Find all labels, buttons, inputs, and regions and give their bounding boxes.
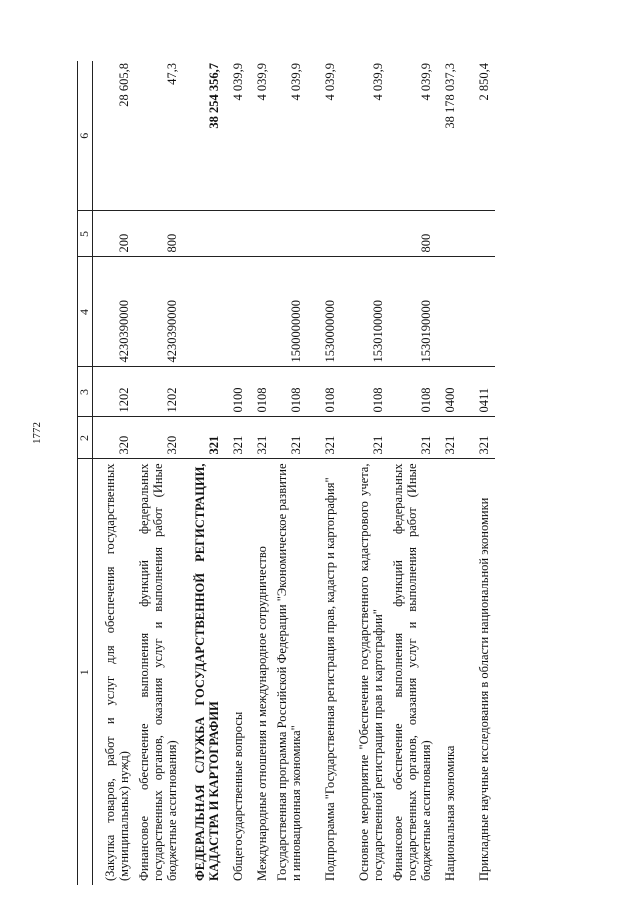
row-col-6: 4 039,9: [307, 61, 341, 211]
table-row: [437, 61, 461, 885]
row-col-2: 321: [183, 417, 225, 459]
row-col-2: 320: [135, 417, 183, 459]
row-col-4: [183, 257, 225, 367]
row-col-4: [249, 257, 273, 367]
row-col-2: 321: [389, 417, 437, 459]
row-name: Национальная экономика: [443, 745, 458, 881]
row-col-3: 0108: [307, 367, 341, 417]
page-number: 1772: [31, 422, 43, 444]
table-row: [249, 61, 273, 885]
row-col-2: 321: [341, 417, 389, 459]
row-col-4: 1530000000: [307, 257, 341, 367]
budget-table-sheet: [77, 61, 557, 885]
row-col-3: 1202: [135, 367, 183, 417]
row-col-6: 4 039,9: [341, 61, 389, 211]
row-name: (Закупка товаров, работ и услуг для обеспечения государственных (муниципальных) нужд): [103, 463, 132, 881]
row-col-3: 0108: [341, 367, 389, 417]
row-col-4: 4230390000: [135, 257, 183, 367]
row-col-2: 321: [249, 417, 273, 459]
row-col-4: 1530100000: [341, 257, 389, 367]
row-col-3: 1202: [93, 367, 135, 417]
table-row: [225, 61, 249, 885]
budget-table: [77, 61, 495, 885]
row-col-2: 321: [461, 417, 495, 459]
row-col-3: 0411: [461, 367, 495, 417]
row-name: Международные отношения и международное сотрудничество: [255, 546, 270, 881]
row-col-5: [225, 211, 249, 257]
row-col-6: 4 039,9: [389, 61, 437, 211]
header-col-2: 2: [78, 417, 93, 459]
header-col-5: 5: [78, 211, 93, 257]
row-name: Прикладные научные исследования в области национальной экономики: [477, 497, 492, 881]
table-row: [307, 61, 341, 885]
table-row: [341, 61, 389, 885]
row-col-4: [437, 257, 461, 367]
row-name: Государственная программа Российской Федерации "Экономическое развитие и инновационная экономика": [275, 463, 304, 881]
table-row: [389, 61, 437, 885]
row-col-2: 321: [225, 417, 249, 459]
row-col-6: 47,3: [135, 61, 183, 211]
row-col-2: 321: [273, 417, 307, 459]
row-col-5: 800: [389, 211, 437, 257]
row-col-5: [341, 211, 389, 257]
table-row: [93, 61, 135, 885]
row-col-5: [183, 211, 225, 257]
row-col-6: 4 039,9: [225, 61, 249, 211]
row-name: Финансовое обеспечение выполнения функций федеральных государственных органов, оказания услуг и выполнения работ (Иные бюджетные ассигнования): [136, 463, 180, 881]
table-row: [273, 61, 307, 885]
row-col-5: [307, 211, 341, 257]
header-col-4: 4: [78, 257, 93, 367]
row-name: Основное мероприятие "Обеспечение государственного кадастрового учета, государственной регистрации прав и картографии": [357, 463, 386, 881]
row-col-3: 0100: [225, 367, 249, 417]
row-col-6: 38 178 037,3: [437, 61, 461, 211]
row-col-3: 0400: [437, 367, 461, 417]
row-col-4: 1530190000: [389, 257, 437, 367]
row-col-6: 4 039,9: [273, 61, 307, 211]
row-name: Подпрограмма "Государственная регистрация прав, кадастр и картография": [323, 477, 338, 881]
table-row: [183, 61, 225, 885]
header-col-1: 1: [78, 459, 93, 885]
header-col-6: 6: [78, 61, 93, 211]
row-col-4: [461, 257, 495, 367]
row-col-5: [273, 211, 307, 257]
row-col-5: [437, 211, 461, 257]
row-col-3: 0108: [273, 367, 307, 417]
row-col-5: [249, 211, 273, 257]
row-col-2: 321: [307, 417, 341, 459]
row-col-6: 28 605,8: [93, 61, 135, 211]
row-col-3: [183, 367, 225, 417]
table-row: [461, 61, 495, 885]
row-name: ФЕДЕРАЛЬНАЯ СЛУЖБА ГОСУДАРСТВЕННОЙ РЕГИСТРАЦИИ, КАДАСТРА И КАРТОГРАФИИ: [193, 463, 222, 881]
header-row: [78, 61, 93, 885]
row-col-3: 0108: [249, 367, 273, 417]
row-col-5: 800: [135, 211, 183, 257]
row-col-6: 38 254 356,7: [183, 61, 225, 211]
row-col-2: 321: [437, 417, 461, 459]
row-col-2: 320: [93, 417, 135, 459]
header-col-3: 3: [78, 367, 93, 417]
row-col-5: [461, 211, 495, 257]
row-col-4: [225, 257, 249, 367]
row-col-5: 200: [93, 211, 135, 257]
row-col-6: 2 850,4: [461, 61, 495, 211]
table-row: [135, 61, 183, 885]
row-col-3: 0108: [389, 367, 437, 417]
row-name: Общегосударственные вопросы: [231, 711, 246, 881]
row-col-4: 4230390000: [93, 257, 135, 367]
row-col-4: 1500000000: [273, 257, 307, 367]
row-name: Финансовое обеспечение выполнения функций федеральных государственных органов, оказания услуг и выполнения работ (Иные бюджетные ассигнования): [390, 463, 434, 881]
row-col-6: 4 039,9: [249, 61, 273, 211]
